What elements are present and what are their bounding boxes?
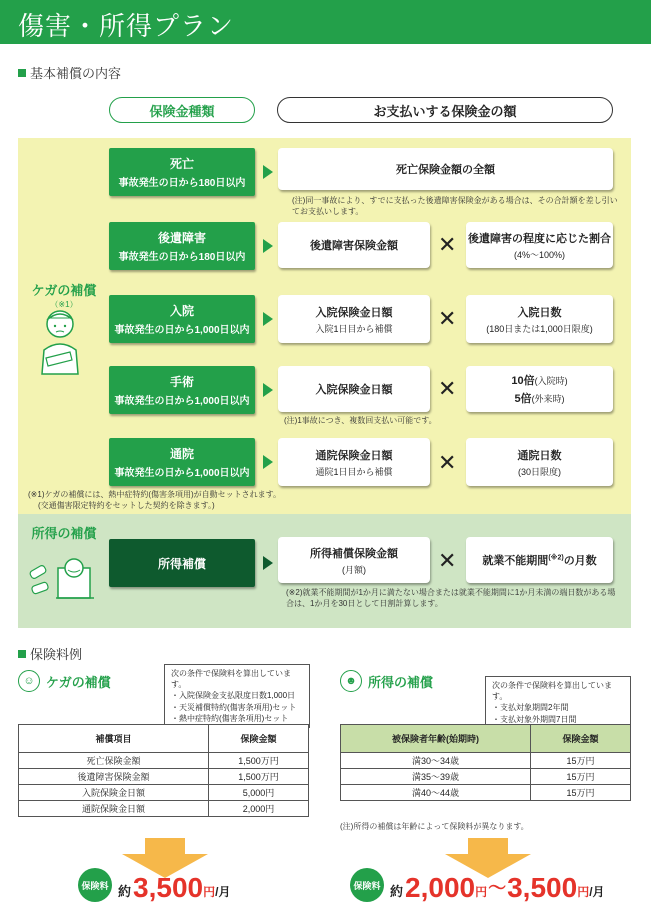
table-cell: 通院保険金日額 — [19, 801, 209, 817]
table-cell: 2,000円 — [209, 801, 309, 817]
disability-ratio-range: (4%〜100%) — [513, 249, 566, 260]
price-amount-high: 3,500 — [507, 872, 578, 903]
injury-condition-line: ・熱中症特約(傷害条項用)セット — [171, 713, 289, 723]
injury-condition-line: 次の条件で保険料を算出しています。 — [171, 669, 291, 690]
coverage-disability-title: 後遺障害 — [157, 231, 206, 245]
income-condition-line: ・支払対象外期間7日間 — [492, 714, 577, 724]
benefit-disability-ratio — [466, 222, 613, 268]
multiply-icon: ✕ — [438, 232, 457, 257]
column-header-age: 被保険者年齢(始期時) — [341, 725, 531, 753]
benefit-death-text: 死亡保険金額の全額 — [396, 164, 495, 176]
price-per: /月 — [215, 885, 231, 899]
arrow-right-icon — [263, 312, 273, 326]
injury-conditions — [164, 664, 310, 728]
income-example-head — [340, 670, 433, 692]
hospitalization-days-limit: (180日または1,000日限度) — [486, 323, 593, 334]
income-condition-line: ・支払対象期間2年間 — [492, 703, 569, 713]
income-months-main: 就業不能期間 — [482, 555, 549, 567]
premium-badge: 保険料 — [350, 868, 384, 902]
surgery-daily-text: 入院保険金日額 — [315, 384, 393, 396]
coverage-income — [109, 539, 255, 587]
coverage-surgery-period: 事故発生の日から1,000日以内 — [114, 396, 250, 407]
income-monthly-text: 所得補償保険金額 — [310, 547, 398, 560]
hospitalization-days-text: 入院日数 — [517, 306, 562, 319]
sick-person-in-bed-icon — [28, 546, 96, 602]
coverage-death-period: 事故発生の日から180日以内 — [118, 178, 246, 189]
price-amount: 3,500 — [133, 872, 204, 903]
arrow-right-icon — [263, 383, 273, 397]
income-months-sup: (※2) — [548, 554, 564, 562]
arrow-right-icon — [263, 239, 273, 253]
table-cell: 1,500万円 — [209, 753, 309, 769]
outpatient-daily-sub: 通院1日目から補償 — [315, 466, 393, 477]
injury-condition-line: ・入院保険金支払限度日数1,000日 — [171, 691, 296, 701]
injury-footnote-2: (交通傷害限定特約をセットした契約を除きます。) — [38, 500, 215, 510]
coverage-outpatient — [109, 438, 255, 486]
table-header-row — [341, 725, 631, 753]
outpatient-days-text: 通院日数 — [517, 449, 562, 462]
hospitalization-daily-text: 入院保険金日額 — [315, 306, 393, 319]
table-header-row — [19, 725, 309, 753]
section-title-premium — [18, 644, 82, 663]
table-row — [19, 769, 309, 785]
square-bullet-icon — [18, 650, 26, 658]
table-cell: 1,500万円 — [209, 769, 309, 785]
arrow-right-icon — [263, 165, 273, 179]
income-label: 所得の補償 — [31, 526, 97, 541]
multiply-icon: ✕ — [438, 450, 457, 475]
table-cell: 満35〜39歳 — [341, 769, 531, 785]
table-cell: 15万円 — [531, 785, 631, 801]
section-title-coverage — [18, 63, 121, 82]
income-example-head-text: 所得の補償 — [368, 674, 434, 690]
coverage-death — [109, 148, 255, 196]
page-header — [0, 0, 651, 44]
table-row — [341, 753, 631, 769]
injured-person-icon — [36, 306, 84, 376]
table-row — [19, 785, 309, 801]
income-months-text — [466, 552, 613, 568]
coverage-death-title: 死亡 — [169, 157, 194, 171]
section-title-text: 保険料例 — [30, 647, 83, 662]
surgery-inpatient-note: (入院時) — [534, 376, 568, 386]
income-monthly-sub: (月額) — [342, 564, 366, 575]
injury-premium-price — [78, 868, 230, 902]
coverage-outpatient-title: 通院 — [169, 447, 194, 461]
price-unit-low: 円 — [475, 885, 488, 899]
injury-footnote — [28, 490, 428, 512]
surgery-outpatient-note: (外来時) — [531, 394, 565, 404]
injury-premium-table — [18, 724, 309, 817]
injury-example-head — [18, 670, 111, 692]
outpatient-daily-text: 通院保険金日額 — [315, 449, 393, 462]
multiply-icon: ✕ — [438, 548, 457, 573]
surgery-inpatient-value: 10倍 — [511, 375, 535, 387]
coverage-hospitalization-title: 入院 — [169, 304, 194, 318]
injury-footnote-1: (※1)ケガの補償には、熱中症特約(傷害条項用)が自動セットされます。 — [28, 490, 282, 499]
injury-label-note: （※1） — [50, 300, 78, 309]
surgery-outpatient-value: 5倍 — [514, 393, 532, 405]
benefit-surgery-daily — [278, 366, 430, 412]
coverage-surgery-title: 手術 — [169, 375, 194, 389]
multiply-icon: ✕ — [438, 376, 457, 401]
hospitalization-daily-sub: 入院1日目から補償 — [315, 323, 393, 334]
surgery-multiplier-outpatient — [466, 390, 613, 406]
surgery-multiplier-inpatient — [466, 372, 613, 388]
column-header-type: 保険金種類 — [109, 97, 255, 123]
coverage-disability-period: 事故発生の日から180日以内 — [118, 252, 246, 263]
arrow-right-icon — [263, 455, 273, 469]
benefit-hospitalization-days — [466, 295, 613, 343]
disability-ratio-text: 後遺障害の程度に応じた割合 — [468, 232, 611, 245]
income-condition-line: 次の条件で保険料を算出しています。 — [492, 681, 612, 702]
coverage-disability — [109, 222, 255, 270]
coverage-hospitalization — [109, 295, 255, 343]
table-cell: 15万円 — [531, 753, 631, 769]
coverage-outpatient-period: 事故発生の日から1,000日以内 — [114, 468, 250, 479]
income-premium-table — [340, 724, 631, 801]
benefit-disability-text: 後遺障害保険金額 — [310, 240, 398, 252]
coverage-income-title: 所得補償 — [157, 556, 206, 571]
price-range-tilde: 〜 — [488, 878, 507, 898]
income-months-tail: の月数 — [563, 555, 597, 567]
benefit-outpatient-daily — [278, 438, 430, 486]
table-cell: 死亡保険金額 — [19, 753, 209, 769]
table-cell: 満30〜34歳 — [341, 753, 531, 769]
benefit-income-months — [466, 537, 613, 583]
table-cell: 後遺障害保険金額 — [19, 769, 209, 785]
coverage-surgery — [109, 366, 255, 414]
income-conditions — [485, 676, 631, 729]
income-premium-price — [350, 868, 605, 902]
note-surgery: (注)1事故につき、複数回支払い可能です。 — [284, 416, 437, 425]
price-amount-low: 2,000 — [405, 872, 476, 903]
section-title-text: 基本補償の内容 — [30, 66, 122, 81]
price-approx: 約 — [390, 884, 404, 899]
premium-badge: 保険料 — [78, 868, 112, 902]
price-unit-high: 円 — [577, 885, 590, 899]
multiply-icon: ✕ — [438, 306, 457, 331]
income-example-note: (注)所得の補償は年齢によって保険料が異なります。 — [340, 822, 529, 831]
table-cell: 入院保険金日額 — [19, 785, 209, 801]
page-title: 傷害・所得プラン — [18, 11, 235, 41]
column-header-amount: お支払いする保険金の額 — [277, 97, 613, 123]
benefit-surgery-multiplier — [466, 366, 613, 412]
table-cell: 15万円 — [531, 769, 631, 785]
benefit-income-monthly — [278, 537, 430, 583]
outpatient-days-limit: (30日限度) — [517, 466, 561, 477]
benefit-hospitalization-daily — [278, 295, 430, 343]
column-header-amount: 保険金額 — [531, 725, 631, 753]
injury-label-text: ケガの補償 — [31, 283, 97, 298]
injury-example-head-text: ケガの補償 — [46, 674, 111, 690]
coverage-hospitalization-period: 事故発生の日から1,000日以内 — [114, 325, 250, 336]
square-bullet-icon — [18, 69, 26, 77]
note-income: (※2)就業不能期間が1か月に満たない場合または就業不能期間に1か月未満の端日数がある場合は、1か月を30日として日割計算します。 — [286, 588, 616, 608]
column-header-amount: 保険金額 — [209, 725, 309, 753]
note-death: (注)同一事故により、すでに支払った後遺障害保険金がある場合は、その合計額を差し引いてお支払いします。 — [292, 196, 618, 216]
bandage-face-icon: ☺ — [18, 670, 40, 692]
table-row — [19, 801, 309, 817]
benefit-death-amount — [278, 148, 613, 190]
table-row — [19, 753, 309, 769]
price-approx: 約 — [118, 884, 132, 899]
person-in-bed-icon: ☻ — [340, 670, 362, 692]
benefit-disability-amount — [278, 222, 430, 268]
arrow-right-icon — [263, 556, 273, 570]
table-row — [341, 769, 631, 785]
table-cell: 5,000円 — [209, 785, 309, 801]
benefit-outpatient-days — [466, 438, 613, 486]
price-per: /月 — [589, 885, 605, 899]
injury-condition-line: ・天災補償特約(傷害条項用)セット — [171, 702, 297, 712]
price-unit: 円 — [203, 885, 216, 899]
table-cell: 満40〜44歳 — [341, 785, 531, 801]
table-row — [341, 785, 631, 801]
column-header-item: 補償項目 — [19, 725, 209, 753]
